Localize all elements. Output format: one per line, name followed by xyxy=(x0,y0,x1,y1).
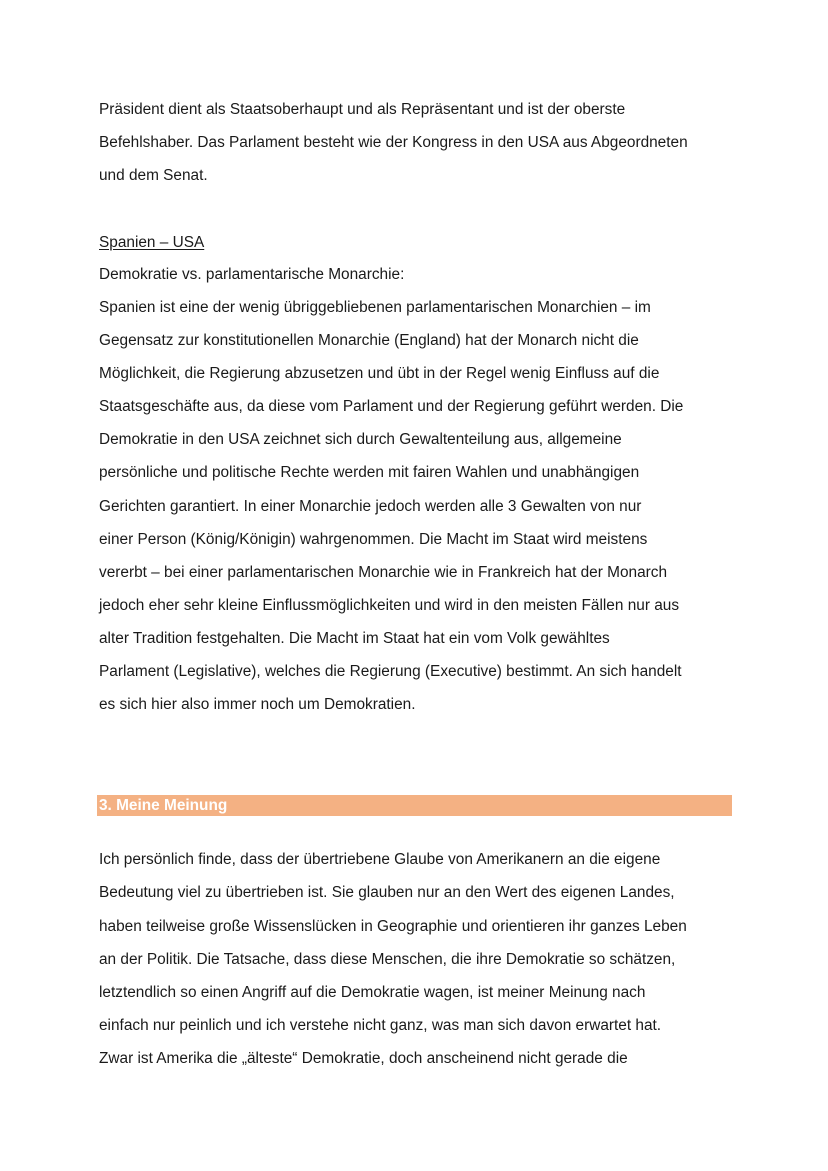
comparison-title: Spanien – USA xyxy=(99,234,205,251)
section-heading: 3. Meine Meinung xyxy=(99,797,228,814)
opinion-line: Ich persönlich finde, dass der übertriebene Glaube von Amerikanern an die eigene xyxy=(99,851,661,868)
opinion-line: Bedeutung viel zu übertrieben ist. Sie glauben nur an den Wert des eigenen Landes, xyxy=(99,884,675,901)
opinion-line: haben teilweise große Wissenslücken in Geographie und orientieren ihr ganzes Leben xyxy=(99,918,687,935)
comparison-line: jedoch eher sehr kleine Einflussmöglichkeiten und wird in den meisten Fällen nur aus xyxy=(99,597,680,614)
comparison-line: Demokratie in den USA zeichnet sich durch Gewaltenteilung aus, allgemeine xyxy=(99,431,622,448)
comparison-line: es sich hier also immer noch um Demokratien. xyxy=(99,696,416,713)
section-heading-bar xyxy=(97,795,732,816)
comparison-line: Gegensatz zur konstitutionellen Monarchie (England) hat der Monarch nicht die xyxy=(99,332,639,349)
opinion-line: Zwar ist Amerika die „älteste“ Demokratie, doch anscheinend nicht gerade die xyxy=(99,1050,628,1067)
comparison-line: alter Tradition festgehalten. Die Macht im Staat hat ein vom Volk gewähltes xyxy=(99,630,610,647)
comparison-line: Spanien ist eine der wenig übriggebliebenen parlamentarischen Monarchien – im xyxy=(99,299,651,316)
comparison-subtitle: Demokratie vs. parlamentarische Monarchie: xyxy=(99,266,405,283)
comparison-line: Möglichkeit, die Regierung abzusetzen und übt in der Regel wenig Einfluss auf die xyxy=(99,365,660,382)
comparison-line: persönliche und politische Rechte werden mit fairen Wahlen und unabhängigen xyxy=(99,464,640,481)
comparison-line: einer Person (König/Königin) wahrgenommen. Die Macht im Staat wird meistens xyxy=(99,531,648,548)
comparison-line: Staatsgeschäfte aus, da diese vom Parlament und der Regierung geführt werden. Die xyxy=(99,398,684,415)
opinion-line: an der Politik. Die Tatsache, dass diese Menschen, die ihre Demokratie so schätzen, xyxy=(99,951,676,968)
intro-line: Präsident dient als Staatsoberhaupt und als Repräsentant und ist der oberste xyxy=(99,101,626,118)
opinion-line: letztendlich so einen Angriff auf die Demokratie wagen, ist meiner Meinung nach xyxy=(99,984,646,1001)
intro-line: Befehlshaber. Das Parlament besteht wie der Kongress in den USA aus Abgeordneten xyxy=(99,134,688,151)
opinion-line: einfach nur peinlich und ich verstehe nicht ganz, was man sich davon erwartet hat. xyxy=(99,1017,662,1034)
comparison-line: vererbt – bei einer parlamentarischen Monarchie wie in Frankreich hat der Monarch xyxy=(99,564,668,581)
intro-line: und dem Senat. xyxy=(99,167,208,184)
comparison-line: Gerichten garantiert. In einer Monarchie jedoch werden alle 3 Gewalten von nur xyxy=(99,498,642,515)
comparison-line: Parlament (Legislative), welches die Regierung (Executive) bestimmt. An sich handelt xyxy=(99,663,682,680)
